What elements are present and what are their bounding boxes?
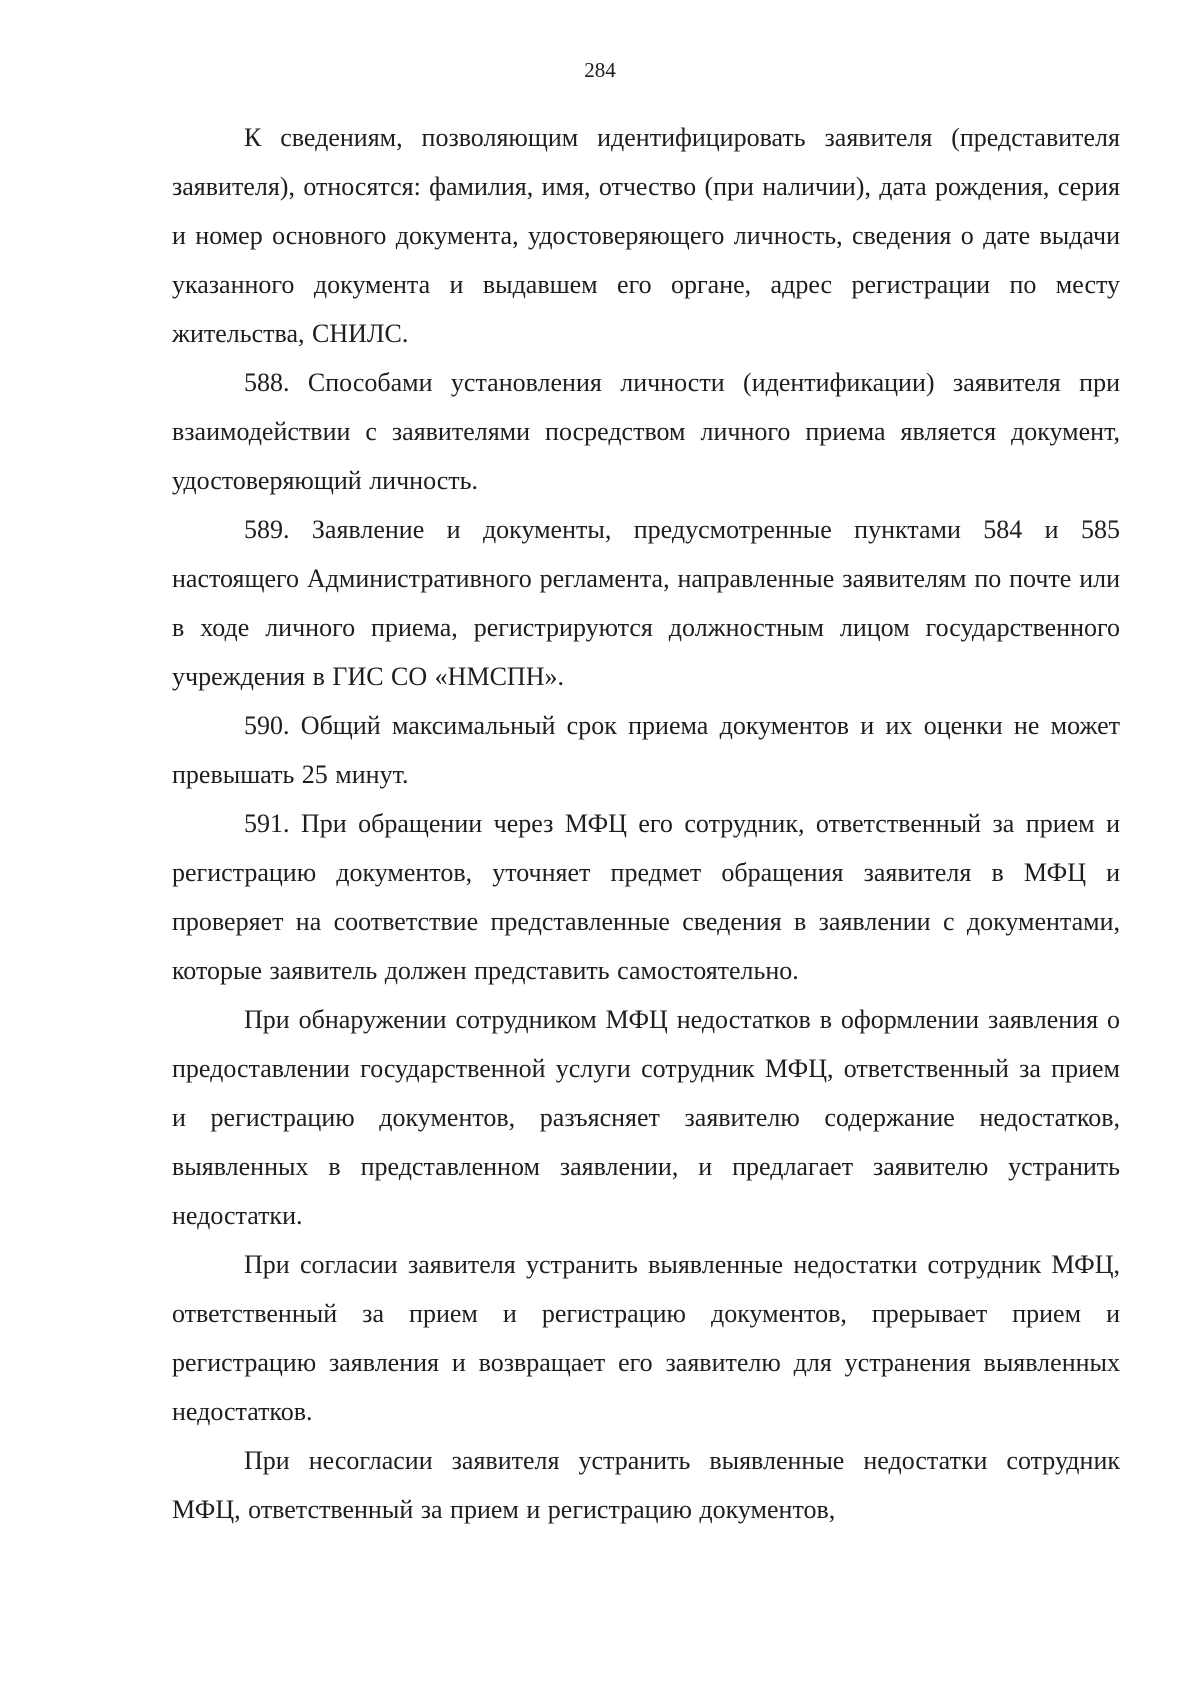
paragraph-589: 589. Заявление и документы, предусмотренные пунктами 584 и 585 настоящего Административного регламента, направленные заявителям по почте или в ходе личного приема, регистрируются должностным лицом государственного учреждения в ГИС СО «НМСПН».	[172, 515, 1120, 691]
paragraph-applicant-disagrees: При несогласии заявителя устранить выявленные недостатки сотрудник МФЦ, ответственный за прием и регистрацию документов,	[172, 1446, 1120, 1524]
paragraph-deficiencies-found: При обнаружении сотрудником МФЦ недостатков в оформлении заявления о предоставлении государственной услуги сотрудник МФЦ, ответственный за прием и регистрацию документов, разъясняет заявителю содержание недостатков, выявленных в представленном заявлении, и предлагает заявителю устранить недостатки.	[172, 1005, 1120, 1230]
page-number: 284	[584, 58, 616, 82]
paragraph-applicant-agrees: При согласии заявителя устранить выявленные недостатки сотрудник МФЦ, ответственный за прием и регистрацию документов, прерывает прием и регистрацию заявления и возвращает его заявителю для устранения выявленных недостатков.	[172, 1250, 1120, 1426]
document-body	[172, 113, 1120, 1534]
paragraph-identification-data: К сведениям, позволяющим идентифицировать заявителя (представителя заявителя), относятся: фамилия, имя, отчество (при наличии), дата рождения, серия и номер основного документа, удостоверяющего личность, сведения о дате выдачи указанного документа и выдавшем его органе, адрес регистрации по месту жительства, СНИЛС.	[172, 123, 1120, 348]
paragraph-591: 591. При обращении через МФЦ его сотрудник, ответственный за прием и регистрацию документов, уточняет предмет обращения заявителя в МФЦ и проверяет на соответствие представленные сведения в заявлении с документами, которые заявитель должен представить самостоятельно.	[172, 809, 1120, 985]
paragraph-590: 590. Общий максимальный срок приема документов и их оценки не может превышать 25 минут.	[172, 711, 1120, 789]
paragraph-588: 588. Способами установления личности (идентификации) заявителя при взаимодействии с заявителями посредством личного приема является документ, удостоверяющий личность.	[172, 368, 1120, 495]
